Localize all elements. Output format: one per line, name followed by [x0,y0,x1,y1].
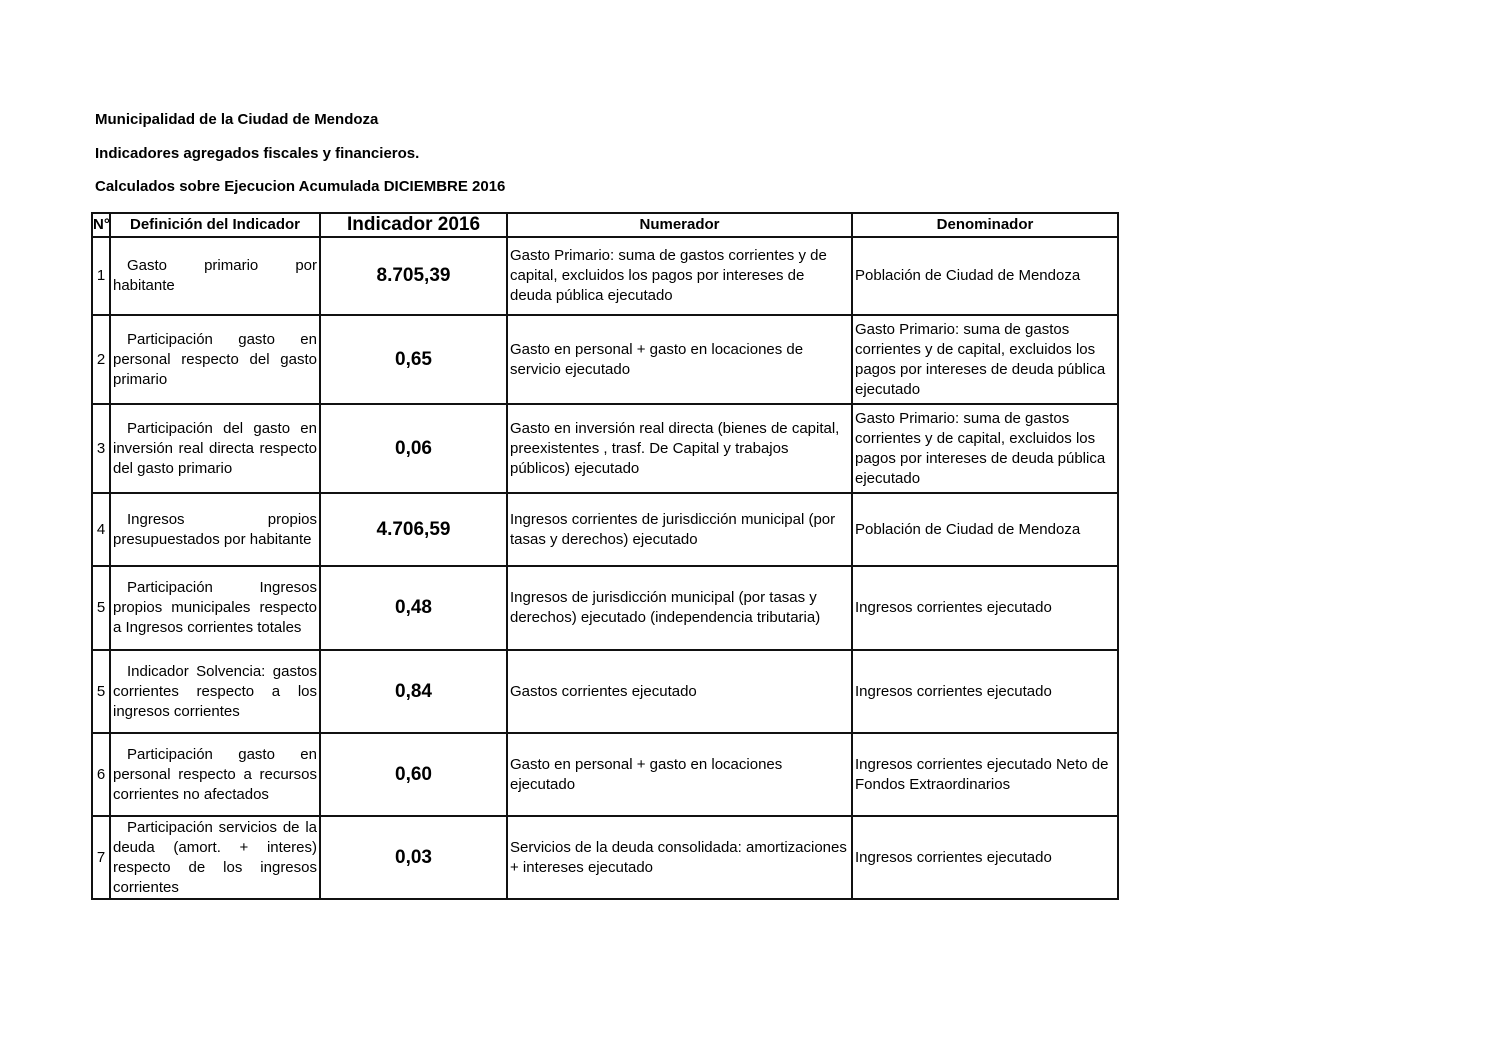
row-number: 5 [92,566,110,650]
row-denominator: Ingresos corrientes ejecutado [852,816,1118,899]
row-definition: Ingresos propios presupuestados por habitante [110,493,320,566]
row-number: 5 [92,650,110,733]
row-denominator: Población de Ciudad de Mendoza [852,493,1118,566]
row-indicator-value: 0,65 [320,315,507,404]
table-row [92,493,1118,566]
row-number: 7 [92,816,110,899]
row-numerator: Gasto en personal + gasto en locaciones ejecutado [507,733,852,816]
row-definition: Indicador Solvencia: gastos corrientes respecto a los ingresos corrientes [110,650,320,733]
row-definition: Participación del gasto en inversión real directa respecto del gasto primario [110,404,320,493]
header-denominator: Denominador [852,213,1118,237]
row-number: 6 [92,733,110,816]
table-row [92,404,1118,493]
row-definition: Participación gasto en personal respecto a recursos corrientes no afectados [110,733,320,816]
row-indicator-value: 8.705,39 [320,237,507,315]
document-subtitle: Indicadores agregados fiscales y financieros. [95,145,420,162]
row-indicator-value: 0,06 [320,404,507,493]
row-denominator: Gasto Primario: suma de gastos corrientes y de capital, excluidos los pagos por intereses de deuda pública ejecutado [852,404,1118,493]
row-indicator-value: 4.706,59 [320,493,507,566]
row-numerator: Gastos corrientes ejecutado [507,650,852,733]
row-numerator: Servicios de la deuda consolidada: amortizaciones + intereses ejecutado [507,816,852,899]
row-number: 4 [92,493,110,566]
row-numerator: Gasto en inversión real directa (bienes de capital, preexistentes , trasf. De Capital y trabajos públicos) ejecutado [507,404,852,493]
table-row [92,733,1118,816]
header-indicator: Indicador 2016 [320,213,507,237]
row-number: 1 [92,237,110,315]
document-period: Calculados sobre Ejecucion Acumulada DICIEMBRE 2016 [95,178,506,195]
document-title: Municipalidad de la Ciudad de Mendoza [95,111,379,128]
row-denominator: Ingresos corrientes ejecutado Neto de Fondos Extraordinarios [852,733,1118,816]
row-denominator: Ingresos corrientes ejecutado [852,566,1118,650]
table-header-row [92,213,1118,237]
table-row [92,566,1118,650]
row-numerator: Ingresos corrientes de jurisdicción municipal (por tasas y derechos) ejecutado [507,493,852,566]
row-denominator: Población de Ciudad de Mendoza [852,237,1118,315]
row-indicator-value: 0,84 [320,650,507,733]
row-definition: Participación gasto en personal respecto del gasto primario [110,315,320,404]
table-row [92,816,1118,899]
table-row [92,650,1118,733]
indicators-table [91,212,1119,900]
row-indicator-value: 0,60 [320,733,507,816]
header-numerator: Numerador [507,213,852,237]
row-indicator-value: 0,48 [320,566,507,650]
row-indicator-value: 0,03 [320,816,507,899]
table-row [92,237,1118,315]
row-definition: Gasto primario por habitante [110,237,320,315]
row-definition: Participación servicios de la deuda (amort. + interes) respecto de los ingresos corrientes [110,816,320,899]
row-denominator: Ingresos corrientes ejecutado [852,650,1118,733]
row-numerator: Gasto Primario: suma de gastos corrientes y de capital, excluidos los pagos por intereses de deuda pública ejecutado [507,237,852,315]
row-number: 3 [92,404,110,493]
row-numerator: Gasto en personal + gasto en locaciones de servicio ejecutado [507,315,852,404]
row-denominator: Gasto Primario: suma de gastos corrientes y de capital, excluidos los pagos por intereses de deuda pública ejecutado [852,315,1118,404]
row-definition: Participación Ingresos propios municipales respecto a Ingresos corrientes totales [110,566,320,650]
header-number: N° [92,213,110,237]
table-row [92,315,1118,404]
row-number: 2 [92,315,110,404]
row-numerator: Ingresos de jurisdicción municipal (por tasas y derechos) ejecutado (independencia tributaria) [507,566,852,650]
header-definition: Definición del Indicador [110,213,320,237]
